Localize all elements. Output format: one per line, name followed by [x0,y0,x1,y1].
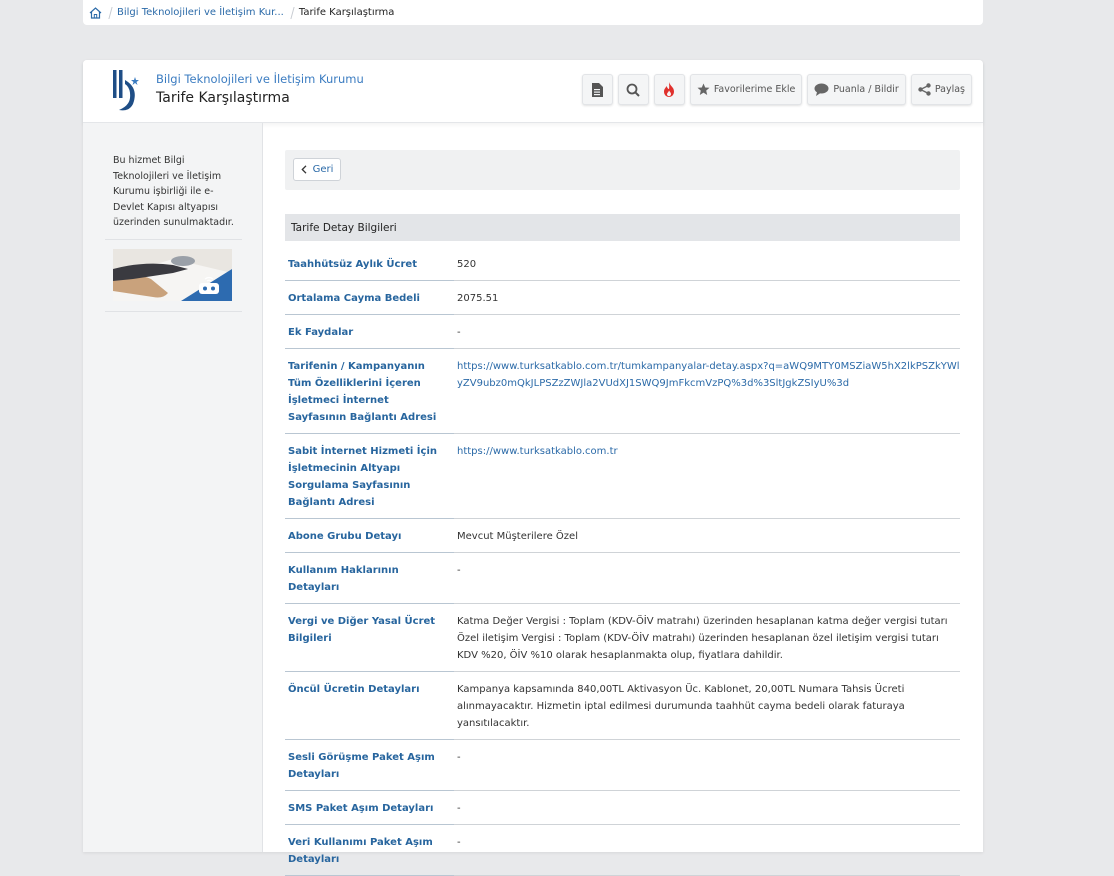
detail-label: Ek Faydalar [285,315,454,349]
star-icon [697,83,710,96]
rate-report-label: Puanla / Bildir [833,84,899,95]
table-row [285,791,960,825]
header-actions [582,74,972,105]
breadcrumb-link-institution[interactable]: Bilgi Teknolojileri ve İletişim Kur... [117,7,284,18]
detail-value: Mevcut Müşterilere Özel [454,519,960,553]
table-row [285,825,960,876]
divider [105,239,242,240]
detail-value: Kampanya kapsamında 840,00TL Aktivasyon Üc. Kablonet, 20,00TL Numara Tahsis Ücreti alınmayacaktır. Hizmetin iptal edilmesi durumunda taahhüt cayma bedeli olarak faturaya yansıtılacaktır. [454,672,960,740]
detail-label: Sesli Görüşme Paket Aşım Detayları [285,740,454,791]
detail-value: - [454,553,960,604]
trending-button[interactable] [654,74,685,105]
detail-label: Kullanım Haklarının Detayları [285,553,454,604]
detail-label: Taahhütsüz Aylık Ücret [285,247,454,281]
chevron-left-icon [301,165,307,174]
table-row [285,519,960,553]
table-row [285,434,960,519]
rate-report-button[interactable] [807,74,906,105]
home-icon[interactable] [88,6,102,20]
table-row [285,281,960,315]
divider [105,311,242,312]
detail-value: - [454,825,960,876]
table-row [285,604,960,672]
detail-value: Katma Değer Vergisi : Toplam (KDV-ÖİV matrahı) üzerinden hesaplanan katma değer vergisi tutarı Özel iletişim Vergisi : Toplam (KDV-ÖİV matrahı) üzerinden hesaplanan özel iletişim vergisi tutarı KDV %20, ÖİV %10 olarak hesaplanmakta olup, fiyatlara dahildir. [454,604,960,672]
search-button[interactable] [618,74,649,105]
detail-value: 520 [454,247,960,281]
detail-label: Vergi ve Diğer Yasal Ücret Bilgileri [285,604,454,672]
document-icon [591,83,603,97]
share-button[interactable] [911,74,972,105]
back-bar [285,150,960,190]
detail-label: SMS Paket Aşım Detayları [285,791,454,825]
share-icon [918,83,931,96]
detail-value: - [454,791,960,825]
page-header [83,60,983,123]
institution-logo [111,68,143,114]
detail-label: Öncül Ücretin Detayları [285,672,454,740]
breadcrumb [83,0,983,25]
comment-icon [814,83,829,96]
detail-value: - [454,315,960,349]
table-row [285,740,960,791]
detail-label: Tarifenin / Kampanyanın Tüm Özelliklerini İçeren İşletmeci İnternet Sayfasının Bağlantı Adresi [285,349,454,434]
breadcrumb-current: Tarife Karşılaştırma [298,7,395,18]
add-favorite-label: Favorilerime Ekle [713,84,796,95]
table-row [285,349,960,434]
page-title: Tarife Karşılaştırma [156,90,290,106]
detail-value: 2075.51 [454,281,960,315]
table-row [285,247,960,281]
campaign-page-link[interactable]: https://www.turksatkablo.com.tr/tumkampanyalar-detay.aspx?q=aWQ9MTY0MSZiaW5hX2lkPSZkYWlyZV9ubz0mQkJLPSZzZWJla2VUdXJ1SWQ9JmFkcmVzPQ%3d%3SltJgkZSIyU%3d [454,349,960,434]
breadcrumb-separator [108,7,112,19]
share-label: Paylaş [934,84,965,95]
detail-label: Veri Kullanımı Paket Aşım Detayları [285,825,454,876]
fire-icon [663,82,675,97]
detail-label: Abone Grubu Detayı [285,519,454,553]
breadcrumb-separator [290,7,294,19]
table-row [285,315,960,349]
back-label: Geri [312,164,334,175]
table-row [285,672,960,740]
table-row [285,553,960,604]
search-icon [626,83,640,97]
main-card [83,60,983,865]
infrastructure-query-link[interactable]: https://www.turksatkablo.com.tr [454,434,960,519]
back-button[interactable] [293,158,341,181]
add-favorite-button[interactable] [690,74,803,105]
detail-value: - [454,740,960,791]
service-banner-image[interactable] [113,249,232,301]
detail-label: Ortalama Cayma Bedeli [285,281,454,315]
document-button[interactable] [582,74,613,105]
section-title: Tarife Detay Bilgileri [285,214,960,241]
service-info-text: Bu hizmet Bilgi Teknolojileri ve İletişim Kurumu işbirliği ile e-Devlet Kapısı altyapısı üzerinden sunulmaktadır. [113,155,234,228]
tariff-detail-table [285,247,960,876]
detail-label: Sabit İnternet Hizmeti İçin İşletmecinin Altyapı Sorgulama Sayfasının Bağlantı Adresi [285,434,454,519]
institution-name[interactable]: Bilgi Teknolojileri ve İletişim Kurumu [156,72,364,86]
sidebar [83,123,263,852]
